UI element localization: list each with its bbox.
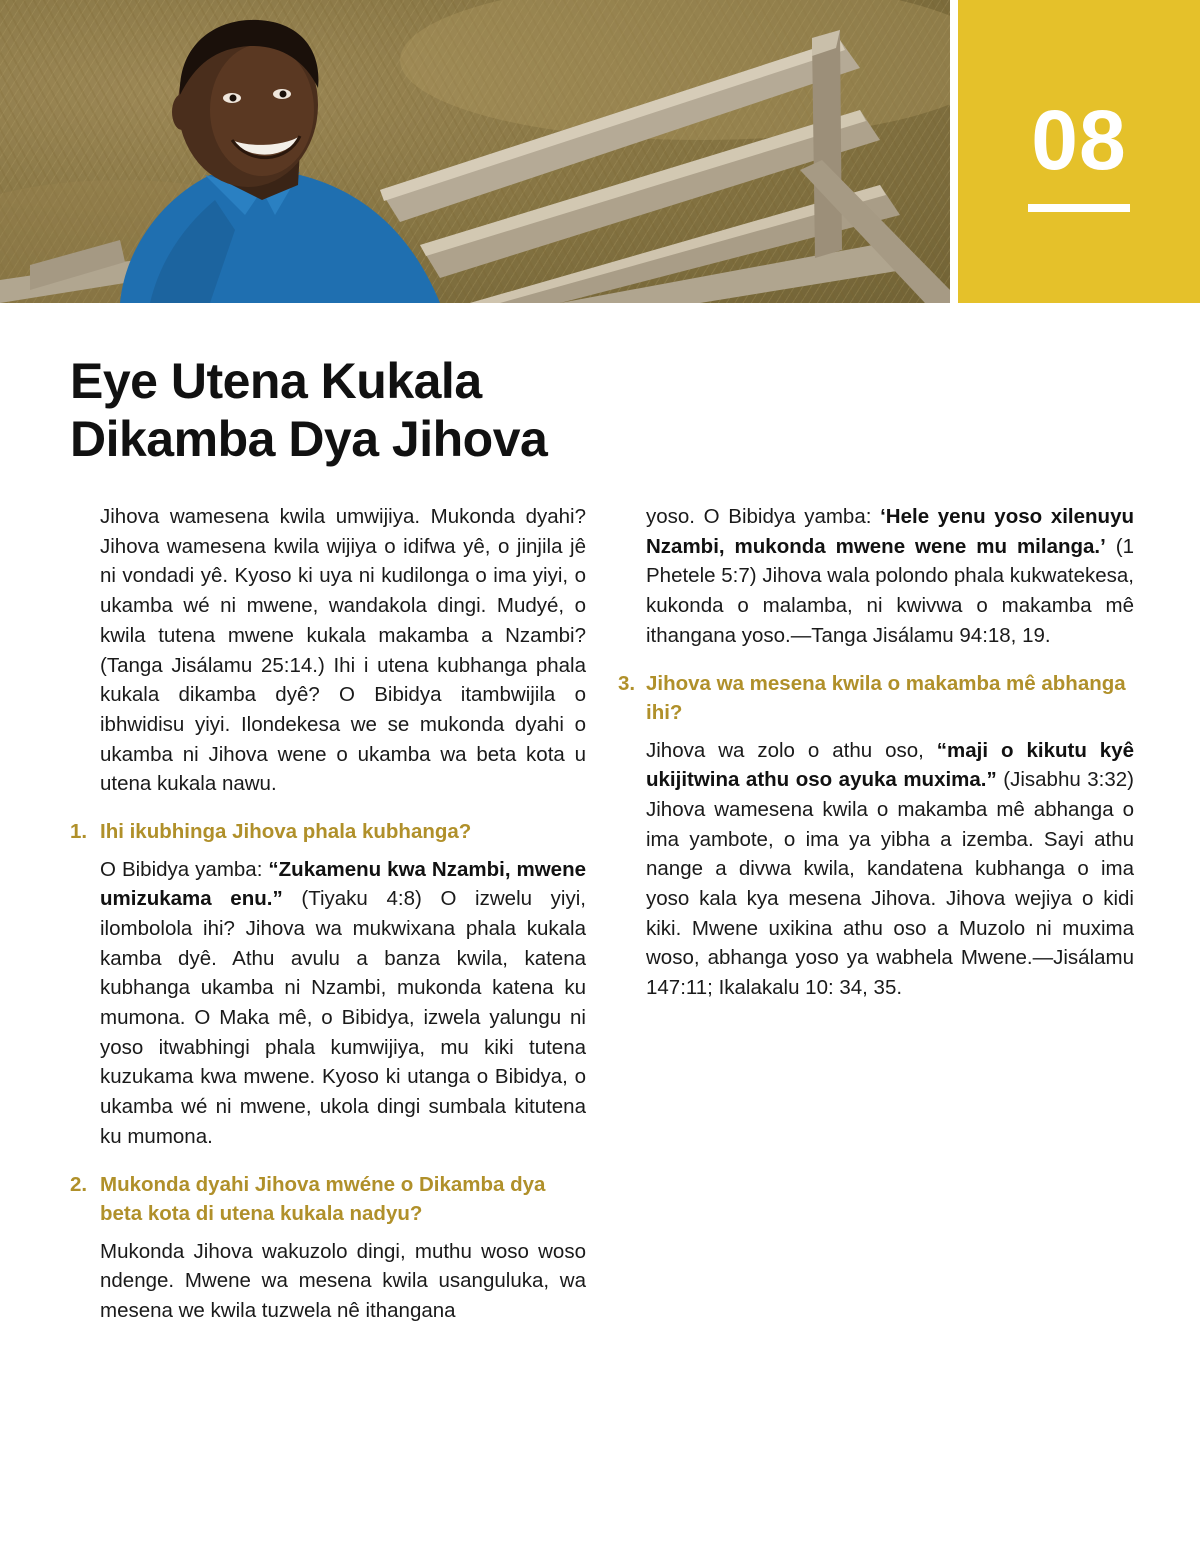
answer-3-lead: Jihova wa zolo o athu oso,: [646, 738, 937, 762]
answer-1-body: (Tiyaku 4:8) O izwelu yiyi, ilombolola ihi? Jihova wa mukwixana phala kukala kamba dyê. Athu avulu a banza kwila, katena kubhanga ukamba ni Nzambi, mukonda katena ku mumona. O Maka mê, o Bibidya, izwela yalungu ni yoso itwabhingi phala kumwijiya, mu kiki tutena kuzukama kwa mwene. Kyoso ki utanga o Bibidya, o ukamba wé ni mwene, ukola dingi sumbala kitutena ku mumona.: [100, 887, 586, 1148]
question-3-text: Jihova wa mesena kwila o makamba mê abhanga ihi?: [646, 671, 1126, 725]
page-title-line-2: Dikamba Dya Jihova: [70, 411, 548, 467]
answer-2-paragraph-continued: [646, 502, 1134, 651]
page-title-line-1: Eye Utena Kukala: [70, 353, 482, 409]
answer-1-lead: O Bibidya yamba:: [100, 857, 269, 881]
hero-photo: [0, 0, 950, 303]
answer-2-body: (1 Phetele 5:7) Jihova wala polondo phala kukwatekesa, kukonda o malamba, ni kwivwa o makamba mê ithangana yoso.—Tanga Jisálamu 94:18, 19.: [646, 534, 1134, 647]
answer-3-quote: “maji o kikutu kyê ukijitwina athu oso ayuka muxima.”: [646, 738, 1134, 792]
chapter-number-underline: [1028, 204, 1130, 212]
question-2-number: 2.: [70, 1172, 88, 1196]
right-column: [618, 502, 1134, 1003]
question-2-text: Mukonda dyahi Jihova mwéne o Dikamba dya beta kota di utena kukala nadyu?: [100, 1172, 546, 1226]
chapter-number-panel: [958, 0, 1200, 303]
intro-paragraph: Jihova wamesena kwila umwijiya. Mukonda dyahi? Jihova wamesena kwila wijiya o idifwa yê, o jinjila jê ni vondadi yê. Kyoso ki uya ni kudilonga o ima yiyi, o ukamba wé ni mwene, wandakola dingi. Mudyé, o kwila tutena mwene kukala makamba a Nzambi? (Tanga Jisálamu 25:14.) Ihi i utena kubhanga phala kukala dikamba dyê? O Bibidya itambwijila o ibhwidisu yiyi. Ilondekesa we se mukonda dyahi o ukamba ni Jihova wene o ukamba wa beta kota u utena kukala nawu.: [100, 505, 586, 796]
chapter-number: 08: [1031, 93, 1127, 187]
answer-3-body: (Jisabhu 3:32) Jihova wamesena kwila o makamba mê abhanga o ima yambote, o ima ya yibha a izemba. Sayi athu nange a divwa kwila, kandatena kubhanga o ima yoso kala kya mesena Jihova. Jihova wejiya o kidi kiki. Mwene uxikina athu oso a Muzolo ni muxima woso, abhanga yoso ya wabhela Mwene.—Jisálamu 147:11; Ikalakalu 10: 34, 35.: [646, 768, 1134, 1000]
answer-2-paragraph-start: Mukonda Jihova wakuzolo dingi, muthu woso woso ndenge. Mwene wa mesena kwila usanguluka, wa mesena we kwila tuzwela nê ithangana: [100, 1239, 586, 1322]
question-1-number: 1.: [70, 820, 88, 844]
answer-1-quote: “Zukamenu kwa Nzambi, mwene umizukama enu.”: [100, 857, 587, 911]
hero-illustration: [0, 0, 950, 303]
question-3-heading: [618, 669, 1134, 728]
answer-2-quote: ‘Hele yenu yoso xilenuyu Nzambi, mukonda mwene wene mu milanga.’: [646, 505, 1134, 558]
answer-3-paragraph: [646, 736, 1134, 1003]
question-1-heading: [70, 817, 586, 847]
answer-1-paragraph: [100, 855, 586, 1152]
page-title: [70, 352, 770, 468]
question-3-number: 3.: [618, 671, 636, 695]
answer-2-continued-text: yoso. O Bibidya yamba:: [646, 505, 881, 528]
question-2-heading: [70, 1170, 586, 1229]
question-1-text: Ihi ikubhinga Jihova phala kubhanga?: [100, 820, 472, 844]
left-column: [70, 502, 586, 1326]
